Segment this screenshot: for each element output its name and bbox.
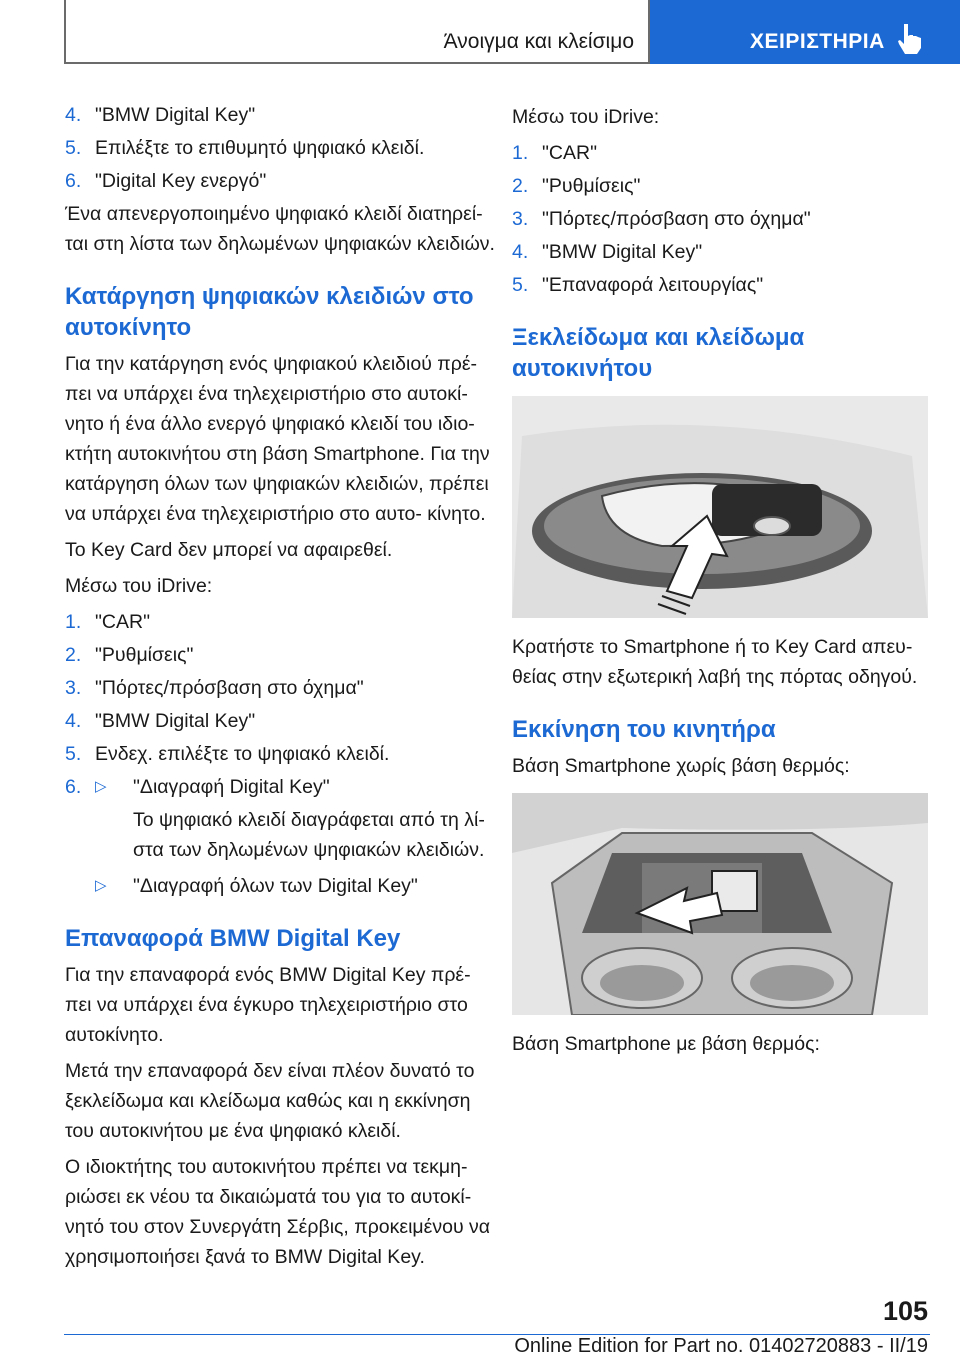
step-text: "BMW Digital Key" [95,104,256,126]
step-text: "Ρυθμίσεις" [95,644,194,666]
heading-reset-key: Επαναφορά BMW Digital Key [65,925,401,952]
step-number: 2. [65,644,82,666]
right-column [512,100,932,1065]
step-text: "CAR" [95,611,151,633]
step-text: "Digital Key ενεργό" [95,170,267,192]
triangle-arrow-icon: ▷ [95,877,107,894]
step-text: "CAR" [542,142,598,164]
step-text: "Ρυθμίσεις" [542,175,641,197]
step-number: 3. [65,677,82,699]
paragraph: Για την επαναφορά ενός BMW Digital Key πρέ- πει να υπάρχει ένα έγκυρο τηλεχειριστήριο στο αυτοκίνητο. [65,964,471,1046]
list-item [512,138,932,168]
step-number: 5. [65,137,82,159]
list-item [512,270,932,300]
list-item [65,133,495,163]
door-handle-image [512,396,928,618]
step-number: 6. [65,776,82,798]
paragraph: Ο ιδιοκτήτης του αυτοκινήτου πρέπει να τεκμη- ριώσει εκ νέου τα δικαιώματά του για το αυτοκί- νητό του στον Συνεργάτη Σέρβις, προκειμένου να χρησιμοποιήσει ξανά το BMW Digital Key. [65,1156,491,1268]
paragraph: Κρατήστε το Smartphone ή το Key Card απευ- θείας στην εξωτερική λαβή της πόρτας οδηγού. [512,636,918,688]
step-number: 5. [512,274,529,296]
paragraph: Το Key Card δεν μπορεί να αφαιρεθεί. [65,539,393,561]
page-number: 105 [882,1296,928,1326]
step-number: 4. [65,104,82,126]
paragraph: Για την κατάργηση ενός ψηφιακού κλειδιού πρέ- πει να υπάρχει ένα τηλεχειριστήριο στο αυτοκί- νητο ή ένα άλλο ενεργό ψηφιακό κλειδί του ιδιο- κτήτη αυτοκινήτου στη βάση Smartphone. Για την κατάργηση όλων των ψηφιακών κλειδιών, πρέπει να υπάρχει ένα τηλεχειριστήριο στο αυτο- κίνητο. [65,353,490,525]
footer-edition: Online Edition for Part no. 01402720883 - II/19 [514,1335,928,1357]
paragraph: Ένα απενεργοποιημένο ψηφιακό κλειδί διατηρεί- ται στη λίστα των δηλωμένων ψηφιακών κλειδιών. [65,203,495,255]
step-text: Επιλέξτε το επιθυμητό ψηφιακό κλειδί. [95,137,425,159]
step-number: 6. [65,170,82,192]
door-handle-illustration [512,396,928,618]
paragraph: Μέσω του iDrive: [65,575,213,597]
step-text: "Επαναφορά λειτουργίας" [542,274,764,296]
heading-engine-start: Εκκίνηση του κινητήρα [512,716,776,743]
step-text: Ενδεχ. επιλέξτε το ψηφιακό κλειδί. [95,743,390,765]
step-number: 4. [512,241,529,263]
list-item [65,607,495,637]
list-item [65,100,495,130]
step-text: "BMW Digital Key" [542,241,703,263]
list-item [65,640,495,670]
step-number: 1. [65,611,82,633]
list-item [65,871,495,901]
chapter-tab-label: ΧΕΙΡΙΣΤΗΡΙΑ [750,30,885,53]
heading-unlock-lock: Ξεκλείδωμα και κλείδωμα αυτοκινήτου [512,324,805,382]
list-item [512,204,932,234]
paragraph: Βάση Smartphone με βάση θερμός: [512,1033,820,1055]
sub-paragraph: Το ψηφιακό κλειδί διαγράφεται από τη λί- στα των δηλωμένων ψηφιακών κλειδιών. [133,809,485,861]
smartphone-tray-illustration [512,793,928,1015]
section-title: Άνοιγμα και κλείσιμο [443,30,634,53]
list-item [65,166,495,196]
list-item [65,772,495,802]
step-number: 1. [512,142,529,164]
list-item [65,706,495,736]
step-number: 2. [512,175,529,197]
heading-delete-keys: Κατάργηση ψηφιακών κλειδιών στο αυτοκίνητο [65,283,474,341]
step-text: "Διαγραφή Digital Key" [133,776,330,798]
paragraph: Μέσω του iDrive: [512,106,660,128]
paragraph: Βάση Smartphone χωρίς βάση θερμός: [512,755,850,777]
list-item [65,739,495,769]
step-text: "Πόρτες/πρόσβαση στο όχημα" [95,677,364,699]
left-column [65,100,495,1278]
header-section-box [64,0,650,64]
list-item [512,237,932,267]
list-item [65,673,495,703]
paragraph: Μετά την επαναφορά δεν είναι πλέον δυνατό το ξεκλείδωμα και κλείδωμα καθώς και η εκκίνηση του αυτοκινήτου με ένα ψηφιακό κλειδί. [65,1060,475,1142]
step-number: 4. [65,710,82,732]
step-text: "BMW Digital Key" [95,710,256,732]
step-text: "Πόρτες/πρόσβαση στο όχημα" [542,208,811,230]
step-text: "Διαγραφή όλων των Digital Key" [133,875,418,897]
chapter-tab[interactable] [650,0,960,64]
pointing-hand-icon [895,22,925,56]
step-number: 3. [512,208,529,230]
list-item [512,171,932,201]
triangle-arrow-icon: ▷ [95,778,107,795]
step-number: 5. [65,743,82,765]
smartphone-tray-image [512,793,928,1015]
